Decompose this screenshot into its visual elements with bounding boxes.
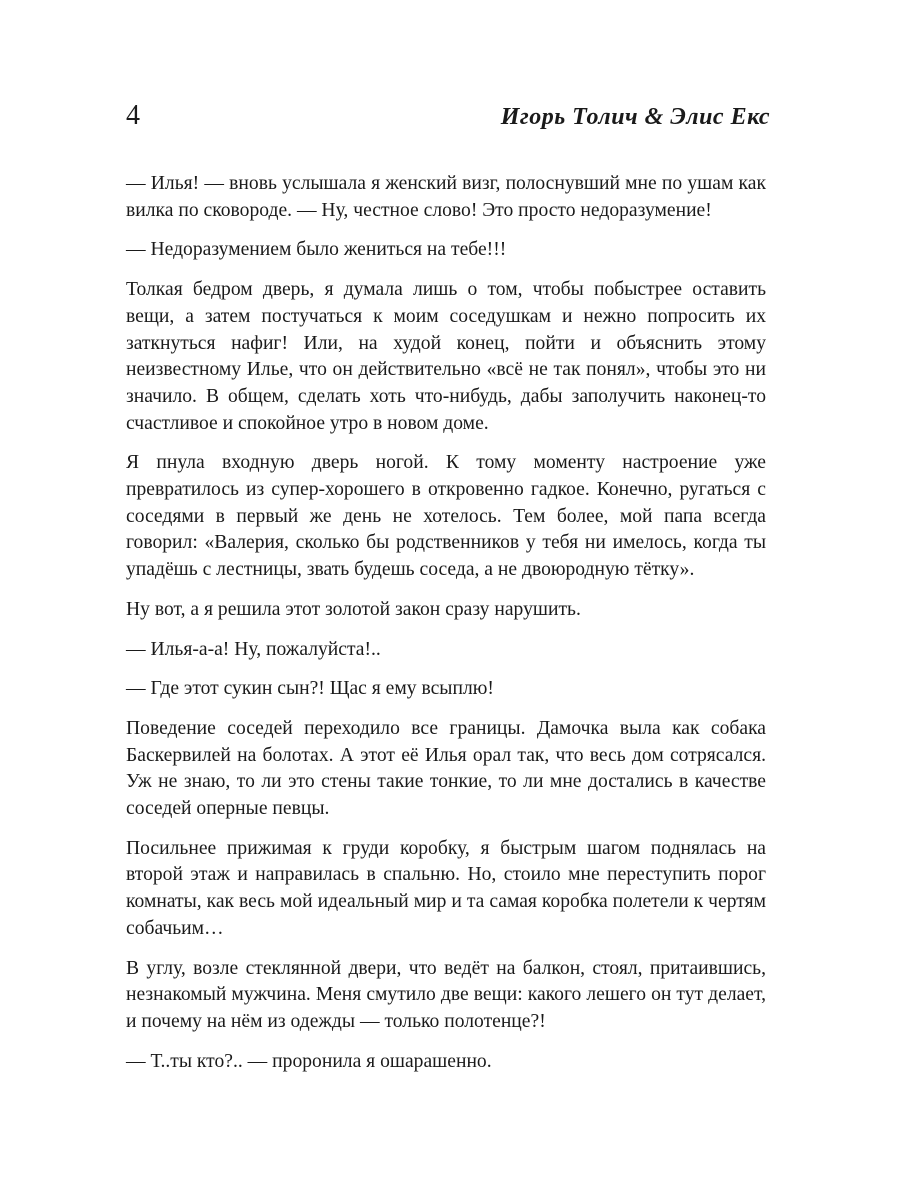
- paragraph-10: В углу, возле стеклянной двери, что ведёт на балкон, стоял, притаившись, незнакомый мужчина. Меня смутило две вещи: какого лешего он тут делает, и почему на нём из одежды — только полотенце?!: [126, 957, 766, 1032]
- paragraph-4: Я пнула входную дверь ногой. К тому моменту настроение уже превратилось из супер-хорошего в откровенно гадкое. Конечно, ругаться с соседями в первый же день не хотелось. Тем более, мой папа всегда говорил: «Валерия, сколько бы родственников у тебя ни имелось, когда ты упадёшь с лестницы, звать будешь соседа, а не двоюродную тётку».: [126, 452, 766, 581]
- page-header: [126, 96, 770, 140]
- paragraph-8: Поведение соседей переходило все границы. Дамочка выла как собака Баскервилей на болотах. А этот её Илья орал так, что весь дом сотрясался. Уж не знаю, то ли это стены такие тонкие, то ли мне достались в качестве соседей оперные певцы.: [126, 717, 766, 820]
- paragraph-2: — Недоразумением было жениться на тебе!!!: [126, 239, 507, 261]
- body-text: [126, 171, 766, 1088]
- paragraph-9: Посильнее прижимая к груди коробку, я быстрым шагом поднялась на второй этаж и направилась в спальню. Но, стоило мне переступить порог комнаты, как весь мой идеальный мир и та самая коробка полетели к чертям собачьим…: [126, 837, 766, 939]
- paragraph-11: — Т..ты кто?.. — проронила я ошарашенно.: [126, 1050, 492, 1072]
- paragraph-5: Ну вот, а я решила этот золотой закон сразу нарушить.: [126, 598, 581, 620]
- paragraph-6: — Илья-а-а! Ну, пожалуйста!..: [126, 638, 381, 660]
- paragraph-3: Толкая бедром дверь, я думала лишь о том, чтобы побыстрее оставить вещи, а затем постучаться к моим соседушкам и нежно попросить их заткнуться нафиг! Или, на худой конец, пойти и объяснить этому неизвестному Илье, что он действительно «всё не так понял», чтобы это ни значило. В общем, сделать хоть что-нибудь, дабы заполучить наконец-то счастливое и спокойное утро в новом доме.: [126, 279, 766, 434]
- paragraph-1: — Илья! — вновь услышала я женский визг, полоснувший мне по ушам как вилка по сковороде. — Ну, честное слово! Это просто недоразумение!: [126, 173, 766, 221]
- running-title: Игорь Толич & Элис Екс: [500, 104, 770, 130]
- page-number: 4: [126, 100, 140, 131]
- paragraph-7: — Где этот сукин сын?! Щас я ему всыплю!: [126, 678, 494, 700]
